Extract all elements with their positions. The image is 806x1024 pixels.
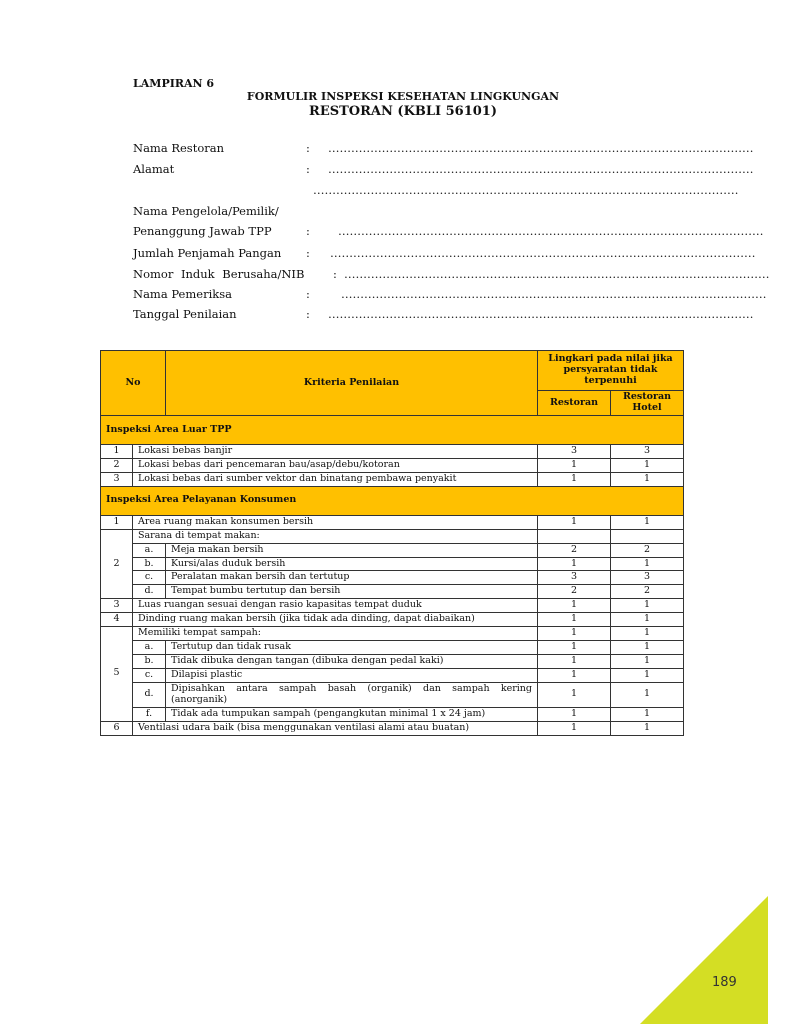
table-row [101,458,684,472]
row-criteria: Lokasi bebas banjir [133,445,538,459]
row-criteria: Tertutup dan tidak rusak [166,641,538,655]
table-row [101,613,684,627]
score-hotel[interactable]: 1 [611,557,684,571]
table-row [101,654,684,668]
header-restoran-hotel: Restoran Hotel [611,391,684,416]
score-restoran[interactable]: 1 [538,668,611,682]
score-hotel[interactable]: 1 [611,613,684,627]
score-restoran[interactable]: 1 [538,654,611,668]
score-hotel[interactable]: 1 [611,458,684,472]
score-hotel[interactable]: 1 [611,682,684,707]
row-criteria: Meja makan bersih [166,543,538,557]
score-restoran[interactable]: 1 [538,458,611,472]
row-no: 1 [101,515,133,529]
row-sub: d. [133,682,166,707]
field-nib-label: Nomor Induk Berusaha/NIB [133,267,305,281]
score-restoran[interactable]: 1 [538,641,611,655]
row-criteria: Kursi/alas duduk bersih [166,557,538,571]
row-criteria: Dipisahkan antara sampah basah (organik) dan sampah kering (anorganik) [166,682,538,707]
row-no: 3 [101,472,133,486]
row-criteria: Ventilasi udara baik (bisa menggunakan ventilasi alami atau buatan) [133,721,538,735]
table-row [101,707,684,721]
row-no: 3 [101,599,133,613]
field-nama-restoran-label: Nama Restoran [133,141,225,155]
field-tanggal-blank[interactable]: ………………………………………………………………………………………………… [328,307,754,321]
score-hotel[interactable]: 1 [611,668,684,682]
row-no: 2 [101,458,133,472]
row-sub: b. [133,654,166,668]
corner-triangle-decoration [640,896,768,1024]
row-sub: a. [133,543,166,557]
row-sub: f. [133,707,166,721]
table-row [101,472,684,486]
field-alamat-blank[interactable]: ………………………………………………………………………………………………… [328,162,754,176]
score-restoran[interactable]: 1 [538,599,611,613]
score-hotel[interactable]: 2 [611,543,684,557]
table-row [101,557,684,571]
row-no: 4 [101,613,133,627]
score-hotel[interactable]: 1 [611,721,684,735]
score-restoran[interactable]: 1 [538,682,611,707]
score-restoran[interactable]: 1 [538,707,611,721]
table-row [101,543,684,557]
row-sub: d. [133,585,166,599]
score-hotel[interactable]: 1 [611,641,684,655]
colon: : [333,267,337,281]
score-hotel [611,529,684,543]
page-number: 189 [712,975,737,990]
row-criteria: Lokasi bebas dari sumber vektor dan binatang pembawa penyakit [133,472,538,486]
field-nama-restoran-blank[interactable]: ………………………………………………………………………………………………… [328,141,754,155]
colon: : [306,246,310,260]
score-hotel[interactable]: 3 [611,571,684,585]
colon: : [306,141,310,155]
row-criteria: Sarana di tempat makan: [133,529,538,543]
header-restoran: Restoran [538,391,611,416]
row-sub: c. [133,571,166,585]
score-hotel[interactable]: 1 [611,515,684,529]
form-subtitle: RESTORAN (KBLI 56101) [309,104,497,119]
field-pengelola-label: Nama Pengelola/Pemilik/ [133,204,279,218]
colon: : [306,224,310,238]
score-hotel[interactable]: 1 [611,707,684,721]
field-jumlah-penjamah-label: Jumlah Penjamah Pangan [133,246,282,260]
table-row [101,529,684,543]
row-no: 5 [101,627,133,721]
table-row [101,641,684,655]
score-restoran[interactable]: 2 [538,543,611,557]
row-sub: c. [133,668,166,682]
row-criteria: Peralatan makan bersih dan tertutup [166,571,538,585]
table-row [101,682,684,707]
score-restoran[interactable]: 1 [538,627,611,641]
score-restoran[interactable]: 3 [538,571,611,585]
score-hotel[interactable]: 3 [611,445,684,459]
score-restoran [538,529,611,543]
field-pemeriksa-blank[interactable]: ………………………………………………………………………………………………… [341,287,767,301]
field-jumlah-penjamah-blank[interactable]: ………………………………………………………………………………………………… [330,246,756,260]
section-area-luar: Inspeksi Area Luar TPP [101,416,684,445]
row-criteria: Tidak ada tumpukan sampah (pengangkutan minimal 1 x 24 jam) [166,707,538,721]
score-restoran[interactable]: 1 [538,472,611,486]
row-no: 2 [101,529,133,599]
field-pj-blank[interactable]: ………………………………………………………………………………………………… [338,224,764,238]
colon: : [306,287,310,301]
field-pemeriksa-label: Nama Pemeriksa [133,287,232,301]
score-hotel[interactable]: 1 [611,654,684,668]
row-criteria: Dilapisi plastic [166,668,538,682]
field-alamat-label: Alamat [133,162,175,176]
field-tanggal-label: Tanggal Penilaian [133,307,237,321]
table-row [101,721,684,735]
header-no: No [101,351,166,416]
row-criteria: Luas ruangan sesuai dengan rasio kapasitas tempat duduk [133,599,538,613]
row-criteria: Dinding ruang makan bersih (jika tidak ada dinding, dapat diabaikan) [133,613,538,627]
section-area-pelayanan: Inspeksi Area Pelayanan Konsumen [101,486,684,515]
score-hotel[interactable]: 1 [611,599,684,613]
row-sub: b. [133,557,166,571]
form-title: FORMULIR INSPEKSI KESEHATAN LINGKUNGAN [246,90,560,103]
header-lingkari: Lingkari pada nilai jika persyaratan tidak terpenuhi [538,351,684,391]
row-no: 6 [101,721,133,735]
row-sub: a. [133,641,166,655]
field-alamat-blank-2[interactable]: ………………………………………………………………………………………………… [313,183,739,197]
colon: : [306,162,310,176]
header-kriteria: Kriteria Penilaian [166,351,538,416]
table-row [101,445,684,459]
table-row [101,585,684,599]
row-criteria: Memiliki tempat sampah: [133,627,538,641]
score-restoran[interactable]: 1 [538,515,611,529]
field-pj-label: Penanggung Jawab TPP [133,224,272,238]
field-nib-blank[interactable]: ………………………………………………………………………………………………… [344,267,770,281]
table-row [101,571,684,585]
score-restoran[interactable]: 1 [538,721,611,735]
score-hotel[interactable]: 1 [611,627,684,641]
row-criteria: Lokasi bebas dari pencemaran bau/asap/debu/kotoran [133,458,538,472]
inspection-table [100,350,684,736]
row-criteria: Area ruang makan konsumen bersih [133,515,538,529]
score-restoran[interactable]: 1 [538,613,611,627]
row-criteria: Tempat bumbu tertutup dan bersih [166,585,538,599]
table-row [101,627,684,641]
score-restoran[interactable]: 1 [538,557,611,571]
score-hotel[interactable]: 2 [611,585,684,599]
row-criteria: Tidak dibuka dengan tangan (dibuka dengan pedal kaki) [166,654,538,668]
table-row [101,668,684,682]
score-restoran[interactable]: 2 [538,585,611,599]
colon: : [306,307,310,321]
score-hotel[interactable]: 1 [611,472,684,486]
score-restoran[interactable]: 3 [538,445,611,459]
lampiran-label: LAMPIRAN 6 [133,77,215,90]
row-no: 1 [101,445,133,459]
table-row [101,599,684,613]
table-row [101,515,684,529]
